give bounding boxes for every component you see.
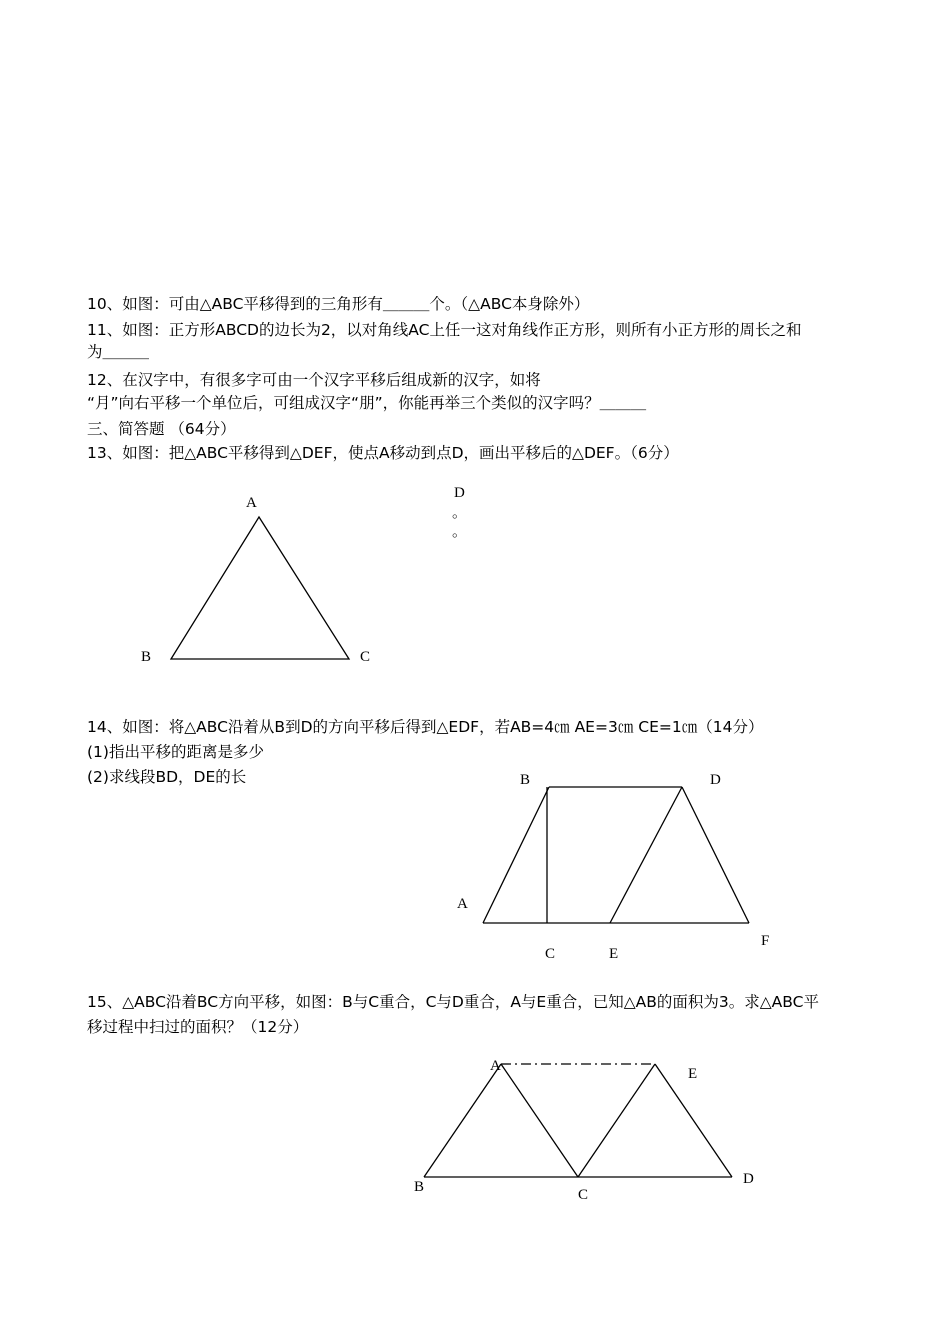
fig15-label-e: E [688,1066,698,1082]
fig15-label-c: C [578,1187,589,1203]
fig15-figure [424,1064,732,1177]
question-12-line1: 12、在汉字中，有很多字可由一个汉字平移后组成新的汉字，如将 [87,371,541,389]
question-15-line2: 移过程中扫过的面积？（12分） [87,1018,309,1036]
question-10: 10、如图：可由△ABC平移得到的三角形有＿＿＿个。（△ABC本身除外） [87,295,590,313]
section-3-heading: 三、简答题 （64分） [87,420,236,438]
fig15-label-b: B [414,1179,425,1195]
fig13-label-d: D [454,485,465,501]
question-14-part-1: (1)指出平移的距离是多少 [87,743,264,761]
fig14-label-b: B [520,772,531,788]
question-15-line1: 15、△ABC沿着BC方向平移，如图：B与C重合，C与D重合，A与E重合，已知△AB的面积为3。求△ABC平 [87,993,819,1011]
fig14-label-e: E [609,946,619,962]
fig13-label-b: B [141,649,152,665]
question-11-line2: 为＿＿＿ [87,343,150,361]
fig14-figure [483,787,749,923]
fig13-label-a: A [246,495,257,511]
question-13: 13、如图：把△ABC平移得到△DEF，使点A移动到点D，画出平移后的△DEF。（6分） [87,444,679,462]
fig14-label-d: D [710,772,721,788]
fig13-dot-1: 。 [452,505,468,521]
question-14: 14、如图：将△ABC沿着从B到D的方向平移后得到△EDF，若AB=4㎝ AE=3㎝ CE=1㎝（14分） [87,718,764,736]
fig13-label-c: C [360,649,371,665]
question-12-line2: “月”向右平移一个单位后，可组成汉字“朋”，你能再举三个类似的汉字吗？＿＿＿ [87,394,647,412]
fig14-label-a: A [457,896,468,912]
fig13-dot-2: 。 [452,524,468,540]
fig15-label-d: D [743,1171,754,1187]
fig13-triangle-abc [171,517,349,659]
fig14-label-c: C [545,946,556,962]
fig15-label-a: A [490,1058,501,1074]
fig14-label-f: F [761,933,770,949]
question-14-part-2: (2)求线段BD，DE的长 [87,768,247,786]
question-11-line1: 11、如图：正方形ABCD的边长为2，以对角线AC上任一这对角线作正方形，则所有小正方形的周长之和 [87,321,802,339]
